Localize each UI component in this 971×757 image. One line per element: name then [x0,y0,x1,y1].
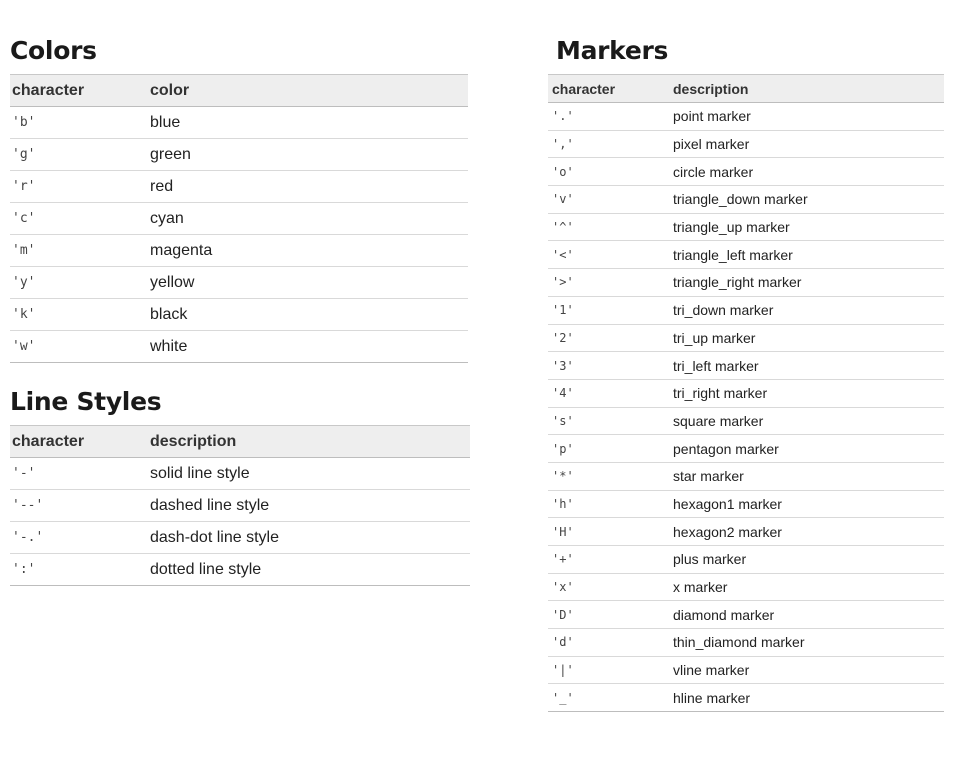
column-header-character: character [548,75,669,103]
character-cell: '.' [548,103,669,131]
character-cell: 'r' [10,171,148,203]
table-row [548,296,944,324]
character-cell: '--' [10,490,148,522]
table-row [548,130,944,158]
table-row [10,139,468,171]
description-cell: pentagon marker [669,435,944,463]
line-styles-table [10,425,470,586]
table-row [10,235,468,267]
table-row [548,546,944,574]
table-row [548,103,944,131]
description-cell: white [150,337,188,355]
table-row [10,299,468,331]
description-cell: cyan [148,203,468,235]
description-cell: tri_right marker [669,379,944,407]
column-header-character: character [10,75,148,107]
markers-section [548,34,944,712]
table-row [548,269,944,297]
table-row [548,324,944,352]
character-cell: 'g' [10,139,148,171]
colors-table [10,74,468,363]
table-row [548,490,944,518]
table-row [548,684,944,712]
character-cell: '4' [548,379,669,407]
description-cell: triangle_down marker [669,186,944,214]
table-header-row [10,75,468,107]
table-row [548,518,944,546]
table-row [10,490,470,522]
description-cell: green [148,139,468,171]
description-cell: thin_diamond marker [669,629,944,657]
table-header-row [548,75,944,103]
character-cell: 'D' [548,601,669,629]
table-row [548,186,944,214]
description-cell: magenta [148,235,468,267]
table-row [548,656,944,684]
description-cell: point marker [669,103,944,131]
table-row [548,213,944,241]
description-cell: triangle_left marker [669,241,944,269]
description-cell: tri_up marker [669,324,944,352]
description-cell: square marker [669,407,944,435]
table-row [548,158,944,186]
description-cell: tri_left marker [669,352,944,380]
description-cell: hexagon2 marker [669,518,944,546]
colors-title: Colors [10,36,97,65]
table-row [548,379,944,407]
column-header-description: description [669,75,944,103]
colors-section [10,34,468,363]
character-cell: ',' [548,130,669,158]
description-cell: dotted line style [150,560,262,578]
character-cell: 'H' [548,518,669,546]
character-cell: 'x' [548,573,669,601]
table-row [548,435,944,463]
table-row [548,462,944,490]
description-cell: black [148,299,468,331]
table-row [548,573,944,601]
character-cell: '-.' [10,522,148,554]
table-row [548,629,944,657]
description-cell: hline marker [673,689,751,706]
description-cell: triangle_right marker [669,269,944,297]
description-cell: plus marker [669,546,944,574]
character-cell: 'k' [10,299,148,331]
description-cell: triangle_up marker [669,213,944,241]
character-cell: 'd' [548,629,669,657]
table-row [10,171,468,203]
character-cell: '<' [548,241,669,269]
description-cell: pixel marker [669,130,944,158]
character-cell: 'w' [12,339,36,354]
character-cell: '|' [548,656,669,684]
description-cell: solid line style [148,458,470,490]
table-row [10,331,468,363]
character-cell: '^' [548,213,669,241]
table-row [10,203,468,235]
description-cell: red [148,171,468,203]
table-row [10,554,470,586]
table-row [10,522,470,554]
character-cell: 'm' [10,235,148,267]
table-row [10,458,470,490]
description-cell: star marker [669,462,944,490]
character-cell: 's' [548,407,669,435]
description-cell: x marker [669,573,944,601]
line-styles-title: Line Styles [10,387,162,416]
character-cell: '-' [10,458,148,490]
description-cell: diamond marker [669,601,944,629]
table-header-row [10,426,470,458]
character-cell: 'v' [548,186,669,214]
description-cell: hexagon1 marker [669,490,944,518]
table-row [548,407,944,435]
description-cell: yellow [148,267,468,299]
character-cell: 'c' [10,203,148,235]
description-cell: blue [148,107,468,139]
markers-title: Markers [556,36,669,65]
character-cell: '_' [552,690,574,705]
character-cell: ':' [12,562,36,577]
description-cell: circle marker [669,158,944,186]
character-cell: '+' [548,546,669,574]
character-cell: 'o' [548,158,669,186]
column-header-character: character [10,426,148,458]
description-cell: vline marker [669,656,944,684]
table-row [10,107,468,139]
character-cell: 'h' [548,490,669,518]
table-row [548,601,944,629]
character-cell: '1' [548,296,669,324]
character-cell: 'y' [10,267,148,299]
character-cell: '2' [548,324,669,352]
character-cell: 'p' [548,435,669,463]
table-row [10,267,468,299]
column-header-description: description [148,426,470,458]
line-styles-section [10,384,470,586]
character-cell: 'b' [10,107,148,139]
character-cell: '3' [548,352,669,380]
table-row [548,352,944,380]
description-cell: tri_down marker [669,296,944,324]
character-cell: '>' [548,269,669,297]
markers-table [548,74,944,712]
column-header-color: color [148,75,468,107]
description-cell: dashed line style [148,490,470,522]
character-cell: '*' [548,462,669,490]
description-cell: dash-dot line style [148,522,470,554]
table-row [548,241,944,269]
